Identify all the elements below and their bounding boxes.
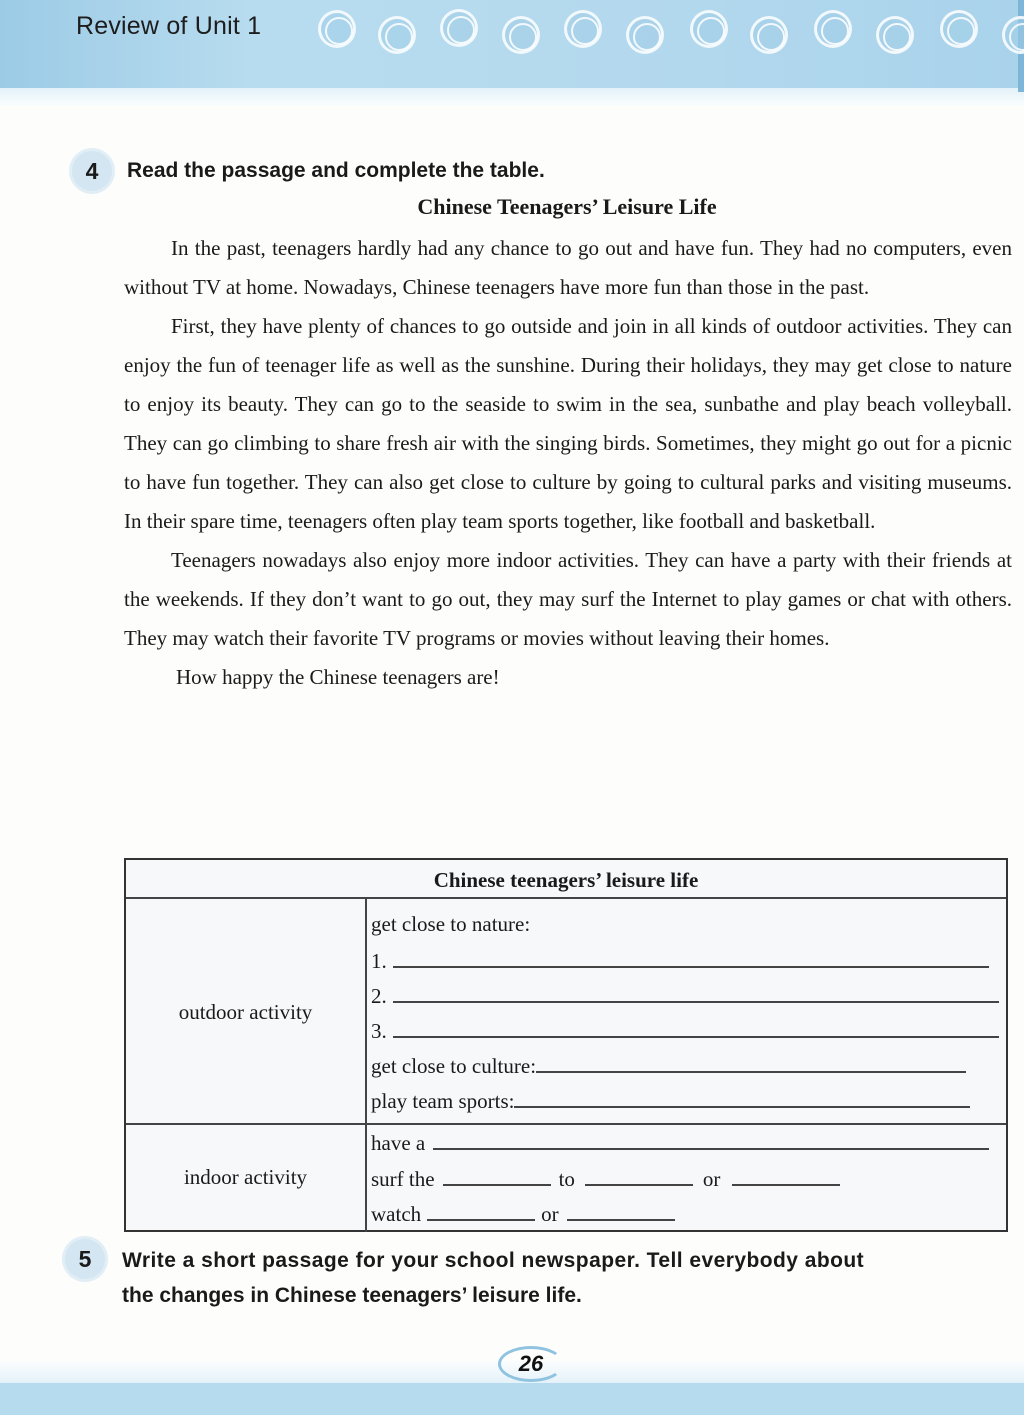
passage-title: Chinese Teenagers’ Leisure Life — [417, 194, 717, 219]
paragraph: How happy the Chinese teenagers are! — [176, 665, 500, 689]
culture-row[interactable]: get close to culture: — [371, 1053, 966, 1079]
section-5-instruction-line-1: Write a short passage for your school newspaper. Tell everybody about — [122, 1249, 865, 1272]
nature-blank-1[interactable]: 1. — [371, 948, 989, 974]
passage — [124, 229, 1012, 697]
section-number-badge: 4 — [68, 147, 116, 195]
ring-icon — [876, 16, 914, 54]
ring-icon — [814, 10, 852, 48]
answer-blank[interactable] — [514, 1088, 970, 1108]
table-title: Chinese teenagers’ leisure life — [126, 860, 1006, 899]
answer-blank[interactable] — [393, 948, 989, 968]
unit-title: Review of Unit 1 — [76, 12, 262, 40]
nature-blank-3[interactable]: 3. — [371, 1018, 999, 1044]
ring-icon — [564, 10, 602, 48]
surf-row[interactable]: surf the to or — [371, 1166, 840, 1192]
page-number-swirl — [498, 1346, 564, 1382]
paragraph: In the past, teenagers hardly had any chance to go out and have fun. They had no computers, even without TV at home. Nowadays, Chinese teenagers have more fun than those in the past. — [124, 236, 1012, 299]
section-number-badge: 5 — [61, 1235, 109, 1283]
answer-blank[interactable] — [732, 1166, 840, 1186]
ring-icon — [940, 10, 978, 48]
nature-label: get close to nature: — [371, 912, 531, 936]
section-4-instruction: Read the passage and complete the table. — [127, 159, 545, 182]
paragraph: Teenagers nowadays also enjoy more indoor activities. They can have a party with their friends at the weekends. If they don’t want to go out, they may surf the Internet to play games or chat with others. They may watch their favorite TV programs or movies without leaving their homes. — [124, 548, 1012, 650]
sports-row[interactable]: play team sports: — [371, 1088, 970, 1114]
header-fade — [0, 88, 1024, 106]
ring-icon — [626, 16, 664, 54]
answer-blank[interactable] — [585, 1166, 693, 1186]
answer-blank[interactable] — [433, 1130, 989, 1150]
ring-icon — [690, 10, 728, 48]
ring-icon — [502, 16, 540, 54]
answer-blank[interactable] — [393, 1018, 999, 1038]
answer-blank[interactable] — [567, 1201, 675, 1221]
ring-icon — [750, 16, 788, 54]
nature-blank-2[interactable]: 2. — [371, 983, 999, 1009]
paragraph: First, they have plenty of chances to go outside and join in all kinds of outdoor activities. They can enjoy the fun of teenager life as well as the sunshine. During their holidays, they may get close to nature to enjoy its beauty. They can go to the seaside to swim in the sea, sunbathe and play beach volleyball. They can go climbing to share fresh air with the singing birds. Sometimes, they might go out for a picnic to have fun together. They can also get close to culture by going to cultural parks and visiting museums. In their spare time, teenagers often play team sports together, like football and basketball. — [124, 314, 1012, 533]
footer-band — [0, 1383, 1024, 1415]
answer-blank[interactable] — [393, 983, 999, 1003]
page-number: 26 — [518, 1351, 544, 1376]
ring-icon — [440, 9, 478, 47]
answer-blank[interactable] — [443, 1166, 551, 1186]
row-label-outdoor: outdoor activity — [178, 1000, 313, 1024]
party-row[interactable]: have a — [371, 1130, 989, 1156]
table-divider — [126, 1123, 1006, 1125]
ring-icon — [318, 10, 356, 48]
answer-blank[interactable] — [536, 1053, 966, 1073]
answer-blank[interactable] — [427, 1201, 535, 1221]
watch-row[interactable]: watch or — [371, 1201, 675, 1227]
table-divider — [365, 899, 367, 1232]
row-label-indoor: indoor activity — [183, 1165, 308, 1189]
ring-icon — [378, 16, 416, 54]
leisure-table — [124, 858, 1008, 1232]
section-5-instruction-line-2: the changes in Chinese teenagers’ leisure life. — [122, 1284, 582, 1307]
